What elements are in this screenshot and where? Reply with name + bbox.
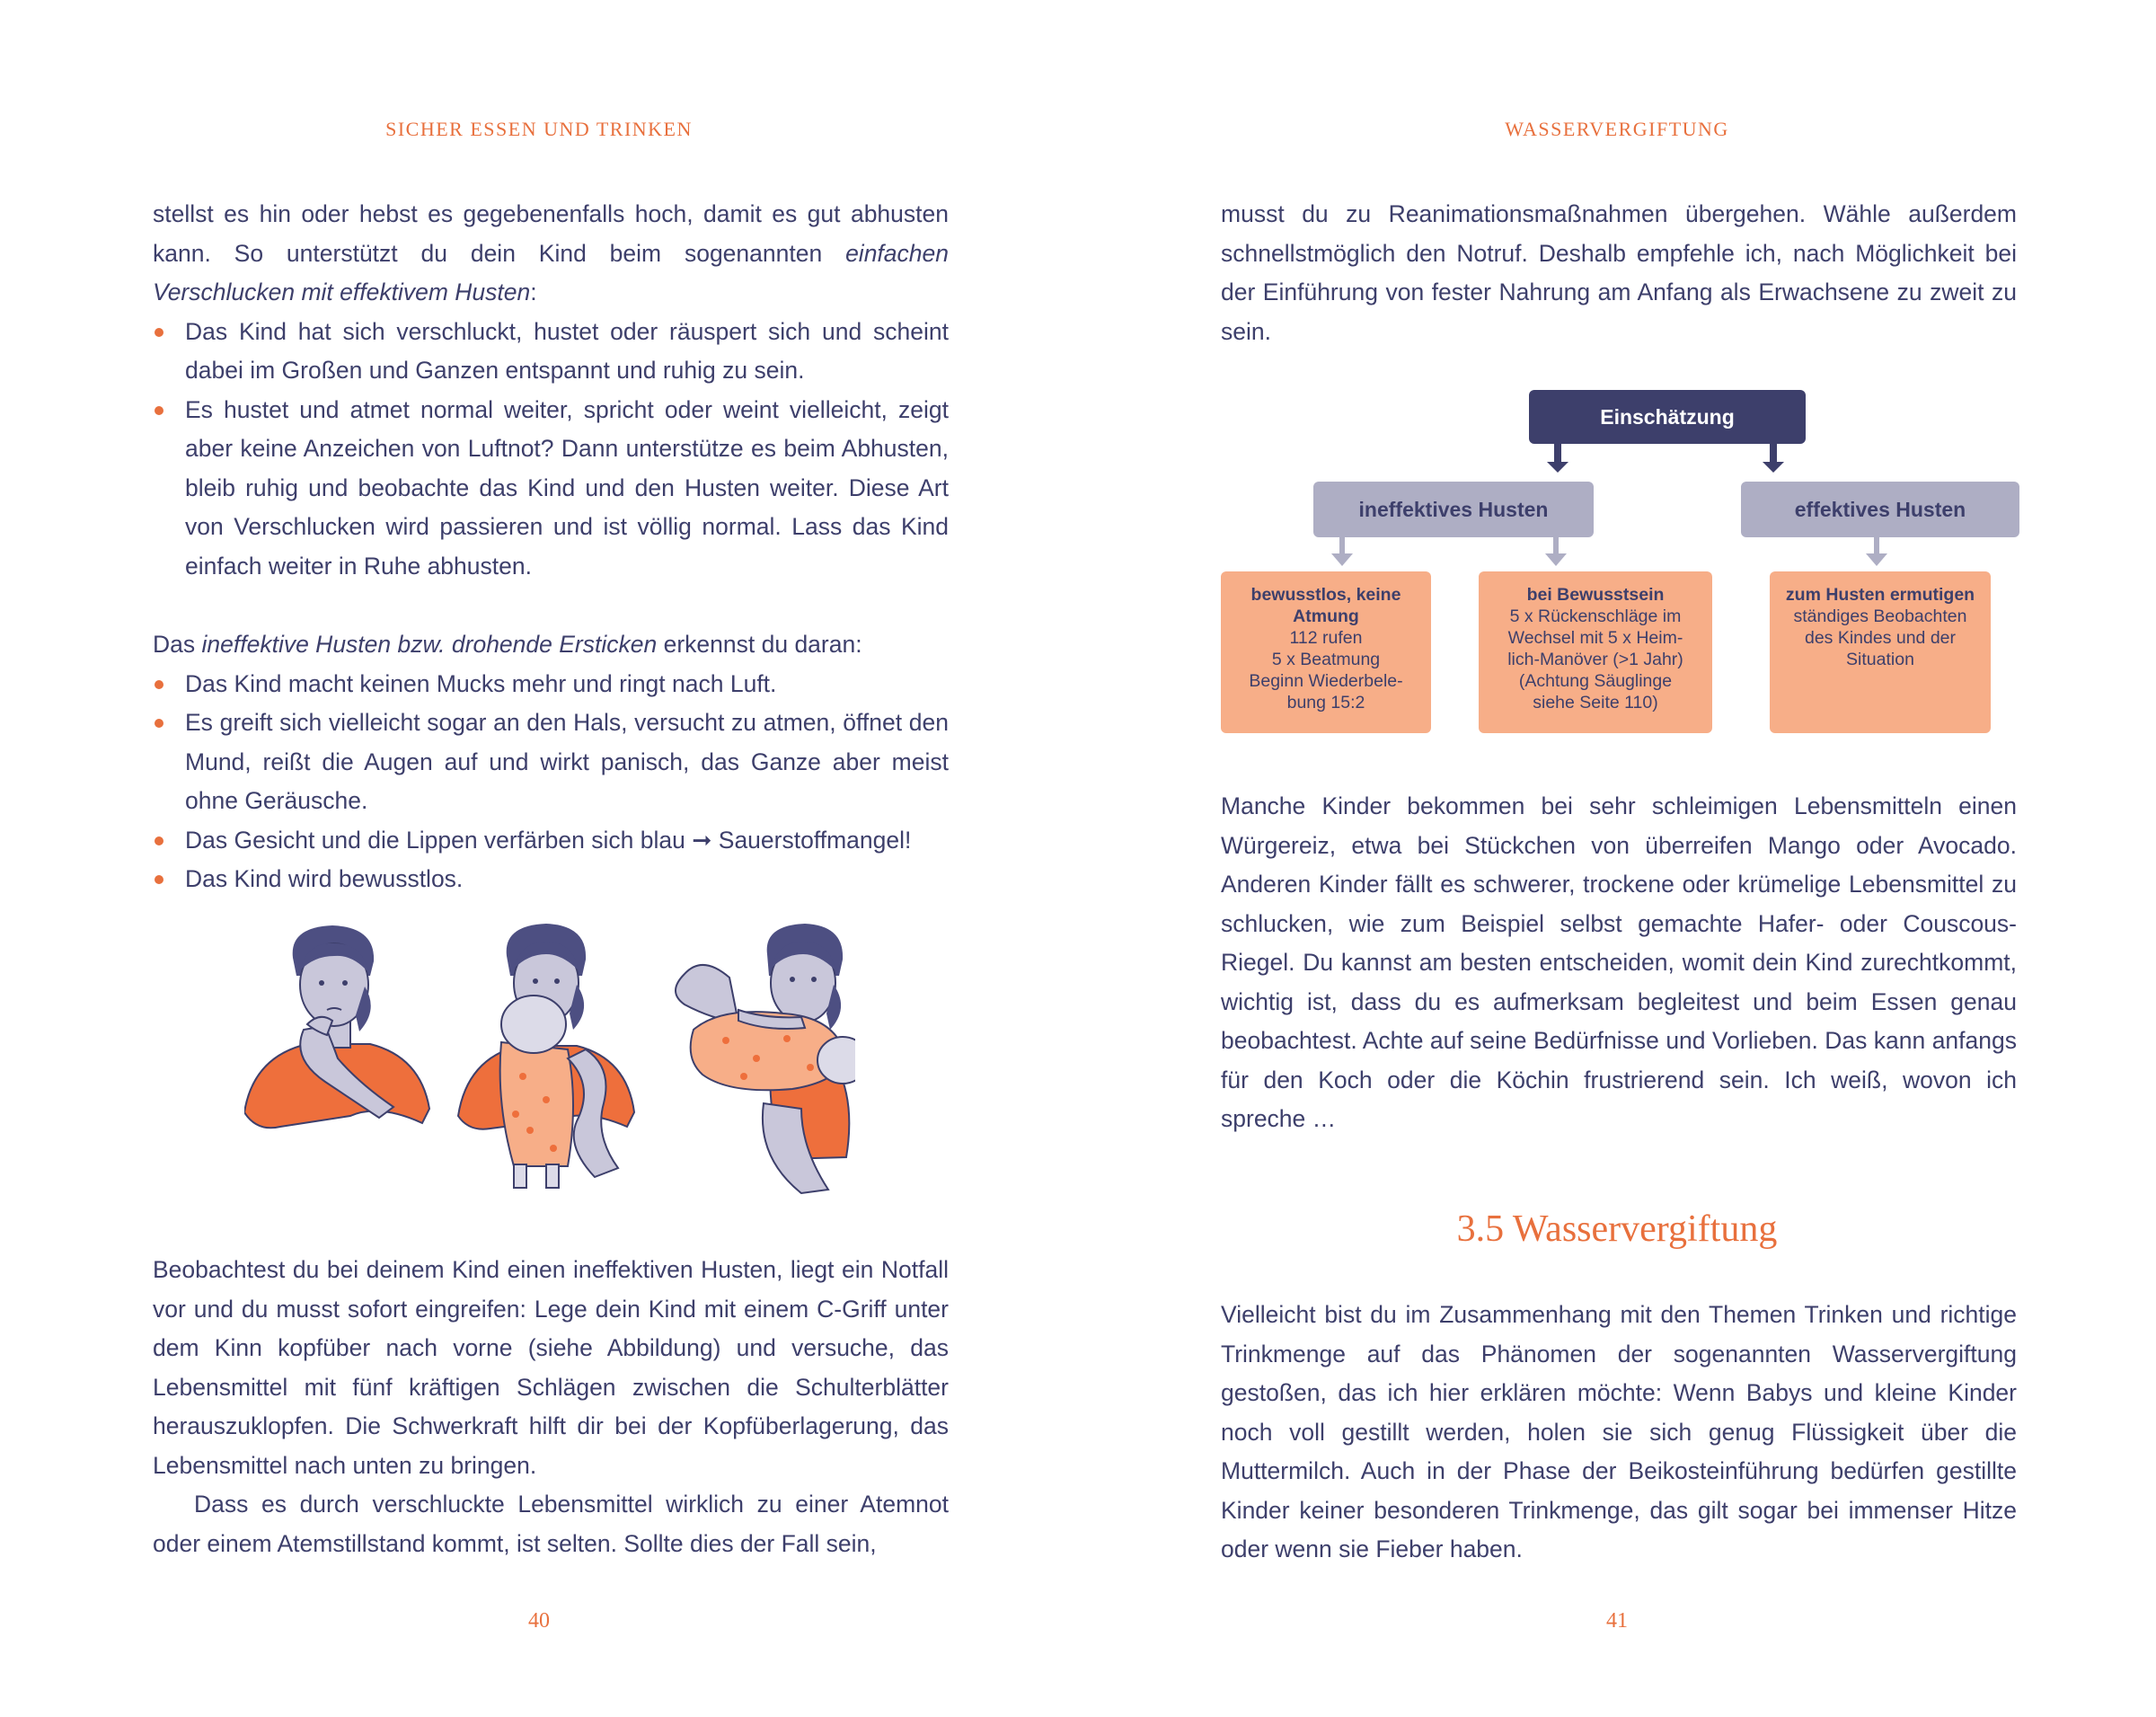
flowchart-root: Einschätzung [1529,390,1806,444]
list-item: Das Gesicht und die Lippen verfärben sich blau ➞ Sauerstoffmangel! [153,821,949,861]
left-text-block-2 [153,625,949,899]
list-item: Das Kind wird bewusstlos. [153,860,949,899]
intro-paragraph: stellst es hin oder hebst es gegebenenfalls hoch, damit es gut abhusten kann. So unterstützt du dein Kind beim sogenannten einfachen Verschlucken mit effektivem Husten: [153,200,949,305]
assessment-flowchart [1078,0,2156,809]
right-text-block-2 [1221,787,2017,1139]
right-page [1078,0,2156,1717]
left-text-block-3 [153,1251,949,1563]
running-head-left: SICHER ESSEN UND TRINKEN [385,118,693,140]
list-item: Es hustet und atmet normal weiter, spricht oder weint vielleicht, zeigt aber keine Anzeichen von Luftnot? Dann unterstütze es beim Abhusten, bleib ruhig und beobachte das Kind und den Husten weiter. Diese Art von Verschlucken wird passieren und ist völlig normal. Lass das Kind einfach weiter in Ruhe abhusten. [153,391,949,587]
ineffective-lead: Das ineffektive Husten bzw. drohende Ersticken erkennst du daran: [153,631,862,658]
emergency-paragraph: Beobachtest du bei deinem Kind einen ineffektiven Husten, liegt ein Notfall vor und du musst sofort eingreifen: Lege dein Kind mit einem C-Griff unter dem Kinn kopfüber nach vorne (siehe Abbildung) und versuche, das Lebensmittel mit fünf kräftigen Schlägen zwischen die Schulterblätter herauszuklopfen. Die Schwerkraft hilft dir bei der Kopfüberlagerung, das Lebensmittel nach unten zu bringen. [153,1256,949,1479]
left-text-block-1 [153,195,949,586]
flowchart-box-unconscious: bewusstlos, keine Atmung 112 rufen 5 x Beatmung Beginn Wiederbele- bung 15:2 [1221,571,1431,733]
page-number-left: 40 [528,1609,550,1633]
flowchart-effective-branch: effektives Husten [1741,482,2019,537]
flowchart-ineffective-branch: ineffektives Husten [1313,482,1594,537]
page-number-right: 41 [1606,1609,1628,1633]
paragraph-section: Vielleicht bist du im Zusammenhang mit den Themen Trinken und richtige Trinkmenge auf das Phänomen der sogenannten Wasservergiftung gestoßen, das ich hier erklären möchte: Wenn Babys und kleine Kinder noch voll gestillt werden, holen sie sich genug Flüssigkeit über die Muttermilch. Auch in der Phase der Beikosteinführung bedürfen gestillte Kinder keiner besonderen Trinkmenge, das gilt sogar bei immenser Hitze oder wenn sie Fieber haben. [1221,1301,2017,1562]
woman-back-blows-figure [676,924,855,1193]
right-text-block-3 [1221,1296,2017,1570]
running-head-right: WASSERVERGIFTUNG [1505,118,1729,140]
flowchart-box-encourage: zum Husten ermutigen ständiges Beobachten des Kindes und der Situation [1770,571,1991,733]
section-heading: 3.5 Wasservergiftung [1456,1208,1778,1250]
list-item: Es greift sich vielleicht sogar an den Hals, versucht zu atmen, öffnet den Mund, reißt die Augen auf und wirkt panisch, das Ganze aber meist ohne Geräusche. [153,704,949,821]
paragraph-middle: Manche Kinder bekommen bei sehr schleimigen Lebensmitteln einen Würgereiz, etwa bei Stückchen von überreifen Mango oder Avocado. Anderen Kinder fällt es schwerer, trockene oder krümelige Lebensmittel zu schlucken, wie zum Beispiel selbst gemachte Hafer- oder Couscous-Riegel. Du kannst am besten entscheiden, womit dein Kind zurechtkommt, wichtig ist, dass du es aufmerksam begleitest und beim Essen genau beobachtest. Achte auf seine Bedürfnisse und Vorlieben. Das kann anfangs für den Koch oder die Köchin frustrierend sein. Ich weiß, wovon ich spreche … [1221,792,2017,1132]
paragraph-top: musst du zu Reanimationsmaßnahmen übergehen. Wähle außerdem schnellstmöglich den Notruf. Deshalb empfehle ich, nach Möglichkeit bei der Einführung von fester Nahrung am Anfang als Erwachsene zu zweit zu sein. [1221,200,2017,345]
list-item: Das Kind macht keinen Mucks mehr und ringt nach Luft. [153,665,949,704]
woman-choking-figure [244,925,429,1128]
effective-cough-list [153,313,949,587]
list-item: Das Kind hat sich verschluckt, hustet oder räuspert sich und scheint dabei im Großen und Ganzen entspannt und ruhig zu sein. [153,313,949,391]
continuation-paragraph: Dass es durch verschluckte Lebensmittel wirklich zu einer Atemnot oder einem Atemstillstand kommt, ist selten. Sollte dies der Fall sein, [153,1491,949,1557]
ineffective-cough-list [153,665,949,899]
flowchart-box-conscious: bei Bewusstsein 5 x Rückenschläge im Wechsel mit 5 x Heim- lich-Manöver (>1 Jahr) (Achtung Säuglinge siehe Seite 110) [1479,571,1712,733]
choking-first-aid-illustration [244,924,855,1213]
woman-holding-baby-figure [458,924,634,1188]
